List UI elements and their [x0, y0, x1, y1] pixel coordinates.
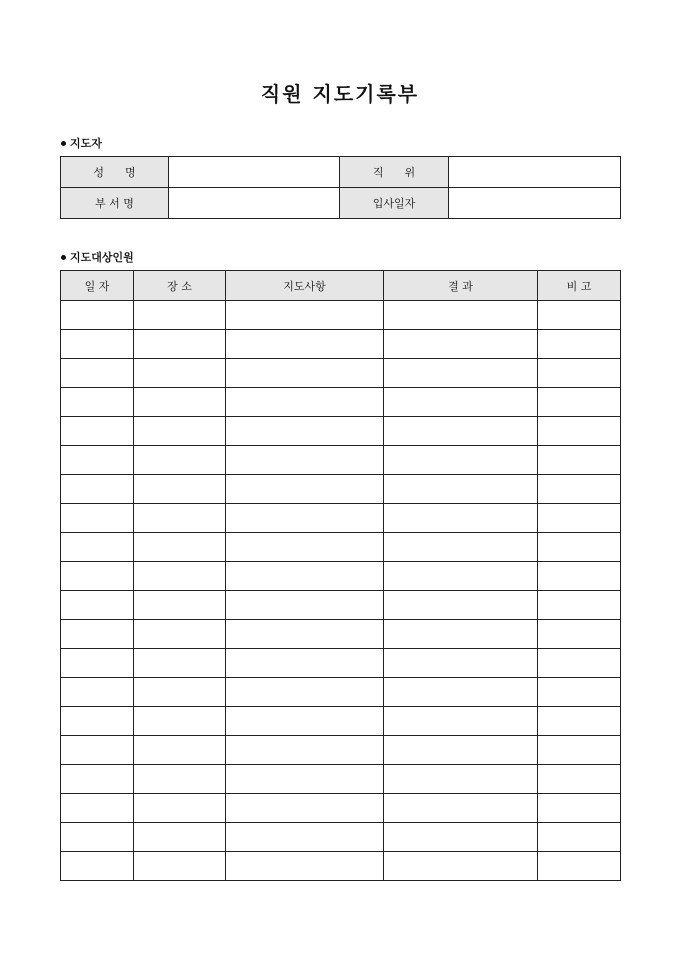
remarks-cell[interactable]	[538, 823, 621, 852]
guidance-cell[interactable]	[226, 678, 384, 707]
result-cell[interactable]	[384, 562, 538, 591]
place-cell[interactable]	[134, 591, 226, 620]
result-cell[interactable]	[384, 649, 538, 678]
guidance-cell[interactable]	[226, 475, 384, 504]
guidance-cell[interactable]	[226, 736, 384, 765]
table-row	[61, 359, 621, 388]
guidance-cell[interactable]	[226, 330, 384, 359]
table-row	[61, 562, 621, 591]
remarks-cell[interactable]	[538, 388, 621, 417]
result-cell[interactable]	[384, 620, 538, 649]
table-row	[61, 823, 621, 852]
guidance-record-table	[60, 270, 621, 881]
table-row	[61, 852, 621, 881]
department-field[interactable]	[169, 188, 340, 219]
hire-date-field[interactable]	[449, 188, 621, 219]
instructor-table	[60, 156, 621, 219]
date-cell[interactable]	[61, 330, 134, 359]
remarks-cell[interactable]	[538, 301, 621, 330]
table-row	[61, 388, 621, 417]
date-cell[interactable]	[61, 678, 134, 707]
place-cell[interactable]	[134, 475, 226, 504]
label-position: 직 위	[340, 157, 449, 188]
column-header-remarks: 비 고	[538, 271, 621, 301]
result-cell[interactable]	[384, 504, 538, 533]
table-row	[61, 707, 621, 736]
place-cell[interactable]	[134, 504, 226, 533]
result-cell[interactable]	[384, 736, 538, 765]
remarks-cell[interactable]	[538, 591, 621, 620]
table-row	[61, 736, 621, 765]
result-cell[interactable]	[384, 417, 538, 446]
position-field[interactable]	[449, 157, 621, 188]
table-row	[61, 330, 621, 359]
date-cell[interactable]	[61, 446, 134, 475]
date-cell[interactable]	[61, 823, 134, 852]
table-row	[61, 794, 621, 823]
guidance-cell[interactable]	[226, 707, 384, 736]
place-cell[interactable]	[134, 823, 226, 852]
name-field[interactable]	[169, 157, 340, 188]
date-cell[interactable]	[61, 620, 134, 649]
table-row	[61, 504, 621, 533]
table-row	[61, 446, 621, 475]
date-cell[interactable]	[61, 852, 134, 881]
place-cell[interactable]	[134, 649, 226, 678]
result-cell[interactable]	[384, 330, 538, 359]
remarks-cell[interactable]	[538, 852, 621, 881]
guidance-cell[interactable]	[226, 649, 384, 678]
guidance-cell[interactable]	[226, 562, 384, 591]
remarks-cell[interactable]	[538, 330, 621, 359]
result-cell[interactable]	[384, 707, 538, 736]
column-header-result: 결 과	[384, 271, 538, 301]
place-cell[interactable]	[134, 765, 226, 794]
place-cell[interactable]	[134, 388, 226, 417]
remarks-cell[interactable]	[538, 620, 621, 649]
result-cell[interactable]	[384, 852, 538, 881]
table-row	[61, 301, 621, 330]
place-cell[interactable]	[134, 562, 226, 591]
label-hire-date: 입사일자	[340, 188, 449, 219]
guidance-cell[interactable]	[226, 852, 384, 881]
result-cell[interactable]	[384, 591, 538, 620]
result-cell[interactable]	[384, 446, 538, 475]
table-row	[61, 649, 621, 678]
result-cell[interactable]	[384, 678, 538, 707]
guidance-cell[interactable]	[226, 359, 384, 388]
place-cell[interactable]	[134, 301, 226, 330]
guidance-cell[interactable]	[226, 823, 384, 852]
remarks-cell[interactable]	[538, 707, 621, 736]
date-cell[interactable]	[61, 591, 134, 620]
result-cell[interactable]	[384, 388, 538, 417]
remarks-cell[interactable]	[538, 359, 621, 388]
document-title: 직원 지도기록부	[260, 82, 420, 106]
place-cell[interactable]	[134, 620, 226, 649]
label-name: 성 명	[61, 157, 169, 188]
date-cell[interactable]	[61, 707, 134, 736]
date-cell[interactable]	[61, 417, 134, 446]
date-cell[interactable]	[61, 301, 134, 330]
guidance-cell[interactable]	[226, 504, 384, 533]
remarks-cell[interactable]	[538, 504, 621, 533]
remarks-cell[interactable]	[538, 417, 621, 446]
table-row	[61, 533, 621, 562]
place-cell[interactable]	[134, 852, 226, 881]
date-cell[interactable]	[61, 475, 134, 504]
section-heading-instructor-label: 지도자	[70, 137, 102, 150]
result-cell[interactable]	[384, 794, 538, 823]
remarks-cell[interactable]	[538, 794, 621, 823]
guidance-cell[interactable]	[226, 765, 384, 794]
section-heading-instructor	[61, 135, 102, 151]
section-heading-targets-label: 지도대상인원	[70, 251, 134, 264]
place-cell[interactable]	[134, 736, 226, 765]
remarks-cell[interactable]	[538, 533, 621, 562]
remarks-cell[interactable]	[538, 562, 621, 591]
label-department: 부 서 명	[61, 188, 169, 219]
guidance-cell[interactable]	[226, 446, 384, 475]
guidance-cell[interactable]	[226, 794, 384, 823]
bullet-icon	[61, 255, 66, 260]
place-cell[interactable]	[134, 417, 226, 446]
table-row	[61, 620, 621, 649]
guidance-cell[interactable]	[226, 417, 384, 446]
place-cell[interactable]	[134, 707, 226, 736]
place-cell[interactable]	[134, 446, 226, 475]
result-cell[interactable]	[384, 475, 538, 504]
table-row	[61, 591, 621, 620]
section-heading-targets	[61, 249, 134, 265]
date-cell[interactable]	[61, 533, 134, 562]
date-cell[interactable]	[61, 765, 134, 794]
place-cell[interactable]	[134, 359, 226, 388]
result-cell[interactable]	[384, 533, 538, 562]
result-cell[interactable]	[384, 301, 538, 330]
remarks-cell[interactable]	[538, 446, 621, 475]
result-cell[interactable]	[384, 823, 538, 852]
record-rows	[61, 301, 621, 881]
place-cell[interactable]	[134, 794, 226, 823]
remarks-cell[interactable]	[538, 736, 621, 765]
guidance-cell[interactable]	[226, 620, 384, 649]
table-row	[61, 475, 621, 504]
column-header-guidance: 지도사항	[226, 271, 384, 301]
bullet-icon	[61, 141, 66, 146]
guidance-cell[interactable]	[226, 591, 384, 620]
remarks-cell[interactable]	[538, 649, 621, 678]
table-row	[61, 765, 621, 794]
date-cell[interactable]	[61, 504, 134, 533]
result-cell[interactable]	[384, 765, 538, 794]
date-cell[interactable]	[61, 794, 134, 823]
remarks-cell[interactable]	[538, 765, 621, 794]
table-row	[61, 417, 621, 446]
date-cell[interactable]	[61, 649, 134, 678]
guidance-cell[interactable]	[226, 533, 384, 562]
result-cell[interactable]	[384, 359, 538, 388]
table-row	[61, 678, 621, 707]
guidance-cell[interactable]	[226, 388, 384, 417]
date-cell[interactable]	[61, 359, 134, 388]
column-header-place: 장 소	[134, 271, 226, 301]
date-cell[interactable]	[61, 388, 134, 417]
place-cell[interactable]	[134, 330, 226, 359]
date-cell[interactable]	[61, 736, 134, 765]
place-cell[interactable]	[134, 678, 226, 707]
place-cell[interactable]	[134, 533, 226, 562]
remarks-cell[interactable]	[538, 678, 621, 707]
remarks-cell[interactable]	[538, 475, 621, 504]
date-cell[interactable]	[61, 562, 134, 591]
guidance-cell[interactable]	[226, 301, 384, 330]
column-header-date: 일 자	[61, 271, 134, 301]
